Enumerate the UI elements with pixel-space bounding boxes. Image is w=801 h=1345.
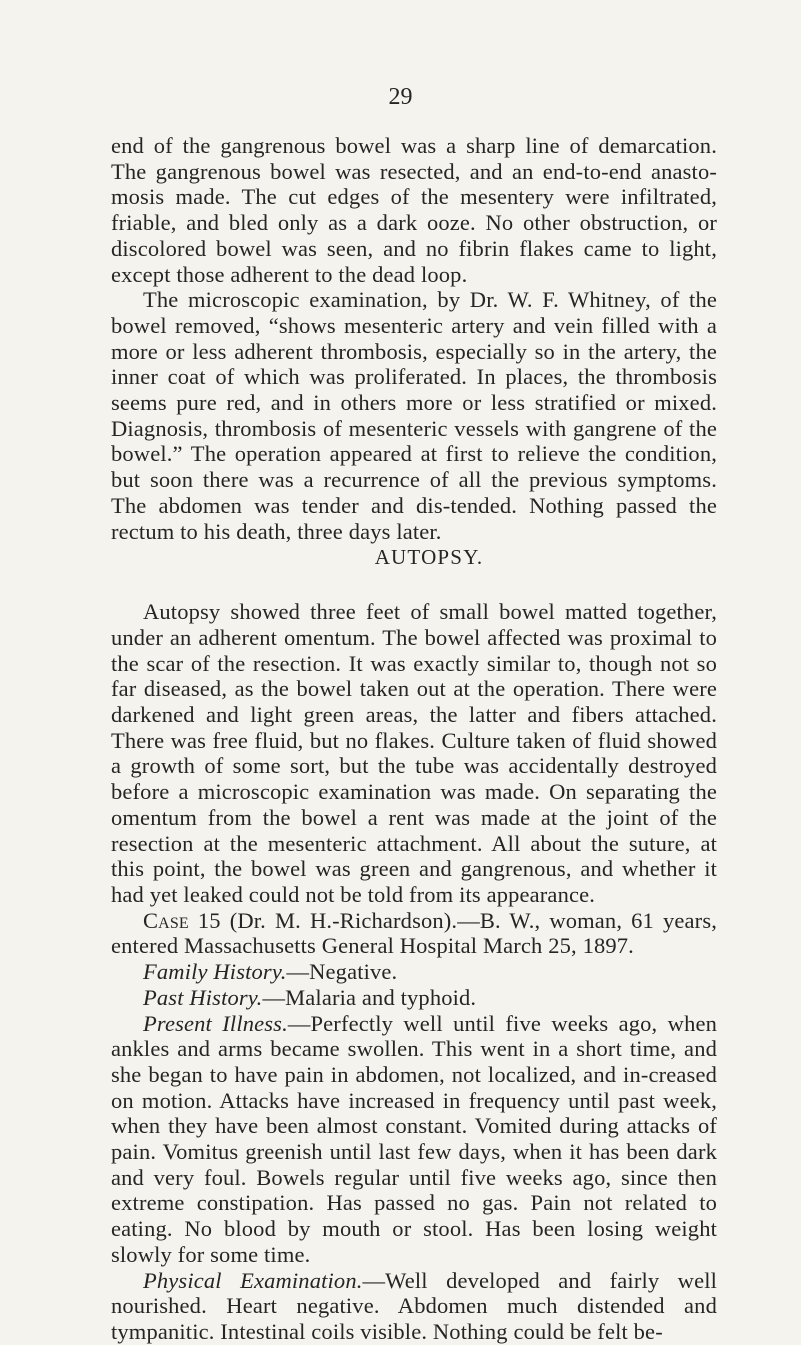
paragraph-case-15	[111, 908, 717, 959]
past-history-label: Past History.	[143, 984, 263, 1010]
family-history-label: Family History.	[143, 959, 287, 985]
paragraph-demarcation: end of the gangrenous bowel was a sharp line of demarcation. The gangrenous bowel was resected, and an end-to-end anasto-mosis made. The cut edges of the mesentery were infiltrated, friable, and bled only as a dark ooze. No other obstruction, or discolored bowel was seen, and no fibrin flakes came to light, except those adherent to the dead loop.	[111, 133, 717, 287]
paragraph-past-history	[111, 985, 717, 1011]
physical-examination-label: Physical Examination.	[143, 1267, 363, 1293]
paragraph-autopsy: Autopsy showed three feet of small bowel matted together, under an adherent omentum. The bowel affected was proximal to the scar of the resection. It was exactly similar to, though not so far diseased, as the bowel taken out at the operation. There were darkened and light green areas, the latter and fibers attached. There was free fluid, but no flakes. Culture taken of fluid showed a growth of some sort, but the tube was accidentally destroyed before a microscopic examination was made. On separating the omentum from the bowel a rent was made at the joint of the resection at the mesenteric attachment. All about the suture, at this point, the bowel was green and gangrenous, and whether it had yet leaked could not be told from its appearance.	[111, 599, 717, 907]
paragraph-family-history	[111, 959, 717, 985]
paragraph-present-illness	[111, 1011, 717, 1268]
present-illness-text: —Perfectly well until five weeks ago, when ankles and arms became swollen. This went in a short time, and she began to have pain in abdomen, not localized, and in-creased on motion. Attacks have increased in frequency until past week, when they have been almost constant. Vomited during attacks of pain. Vomitus greenish until last few days, when it has been dark and very foul. Bowels regular until five weeks ago, since then extreme constipation. Has passed no gas. Pain not related to eating. No blood by mouth or stool. Has been losing weight slowly for some time.	[111, 1010, 718, 1267]
paragraph-microscopic-examination: The microscopic examination, by Dr. W. F. Whitney, of the bowel removed, “shows mesenteric artery and vein filled with a more or less adherent thrombosis, especially so in the artery, the inner coat of which was proliferated. In places, the thrombosis seems pure red, and in others more or less stratified or mixed. Diagnosis, thrombosis of mesenteric vessels with gangrene of the bowel.” The operation appeared at first to relieve the condition, but soon there was a recurrence of all the previous symptoms. The abdomen was tender and dis-tended. Nothing passed the rectum to his death, three days later.	[111, 287, 717, 544]
physical-examination-text: —Well developed and fairly well nourished. Heart negative. Abdomen much distended and tympanitic. Intestinal coils visible. Nothing could be felt be-	[111, 1267, 718, 1344]
case-label: Case	[143, 907, 189, 933]
paragraph-physical-examination	[111, 1268, 717, 1345]
page-number: 29	[388, 84, 413, 110]
past-history-text: —Malaria and typhoid.	[262, 984, 477, 1010]
body-text	[111, 133, 717, 1345]
case-text: 15 (Dr. M. H.-Richardson).—B. W., woman, 61 years, entered Massachusetts General Hospital March 25, 1897.	[111, 907, 717, 959]
present-illness-label: Present Illness.	[143, 1010, 288, 1036]
family-history-text: —Negative.	[286, 959, 398, 985]
autopsy-heading: AUTOPSY.	[374, 545, 484, 570]
